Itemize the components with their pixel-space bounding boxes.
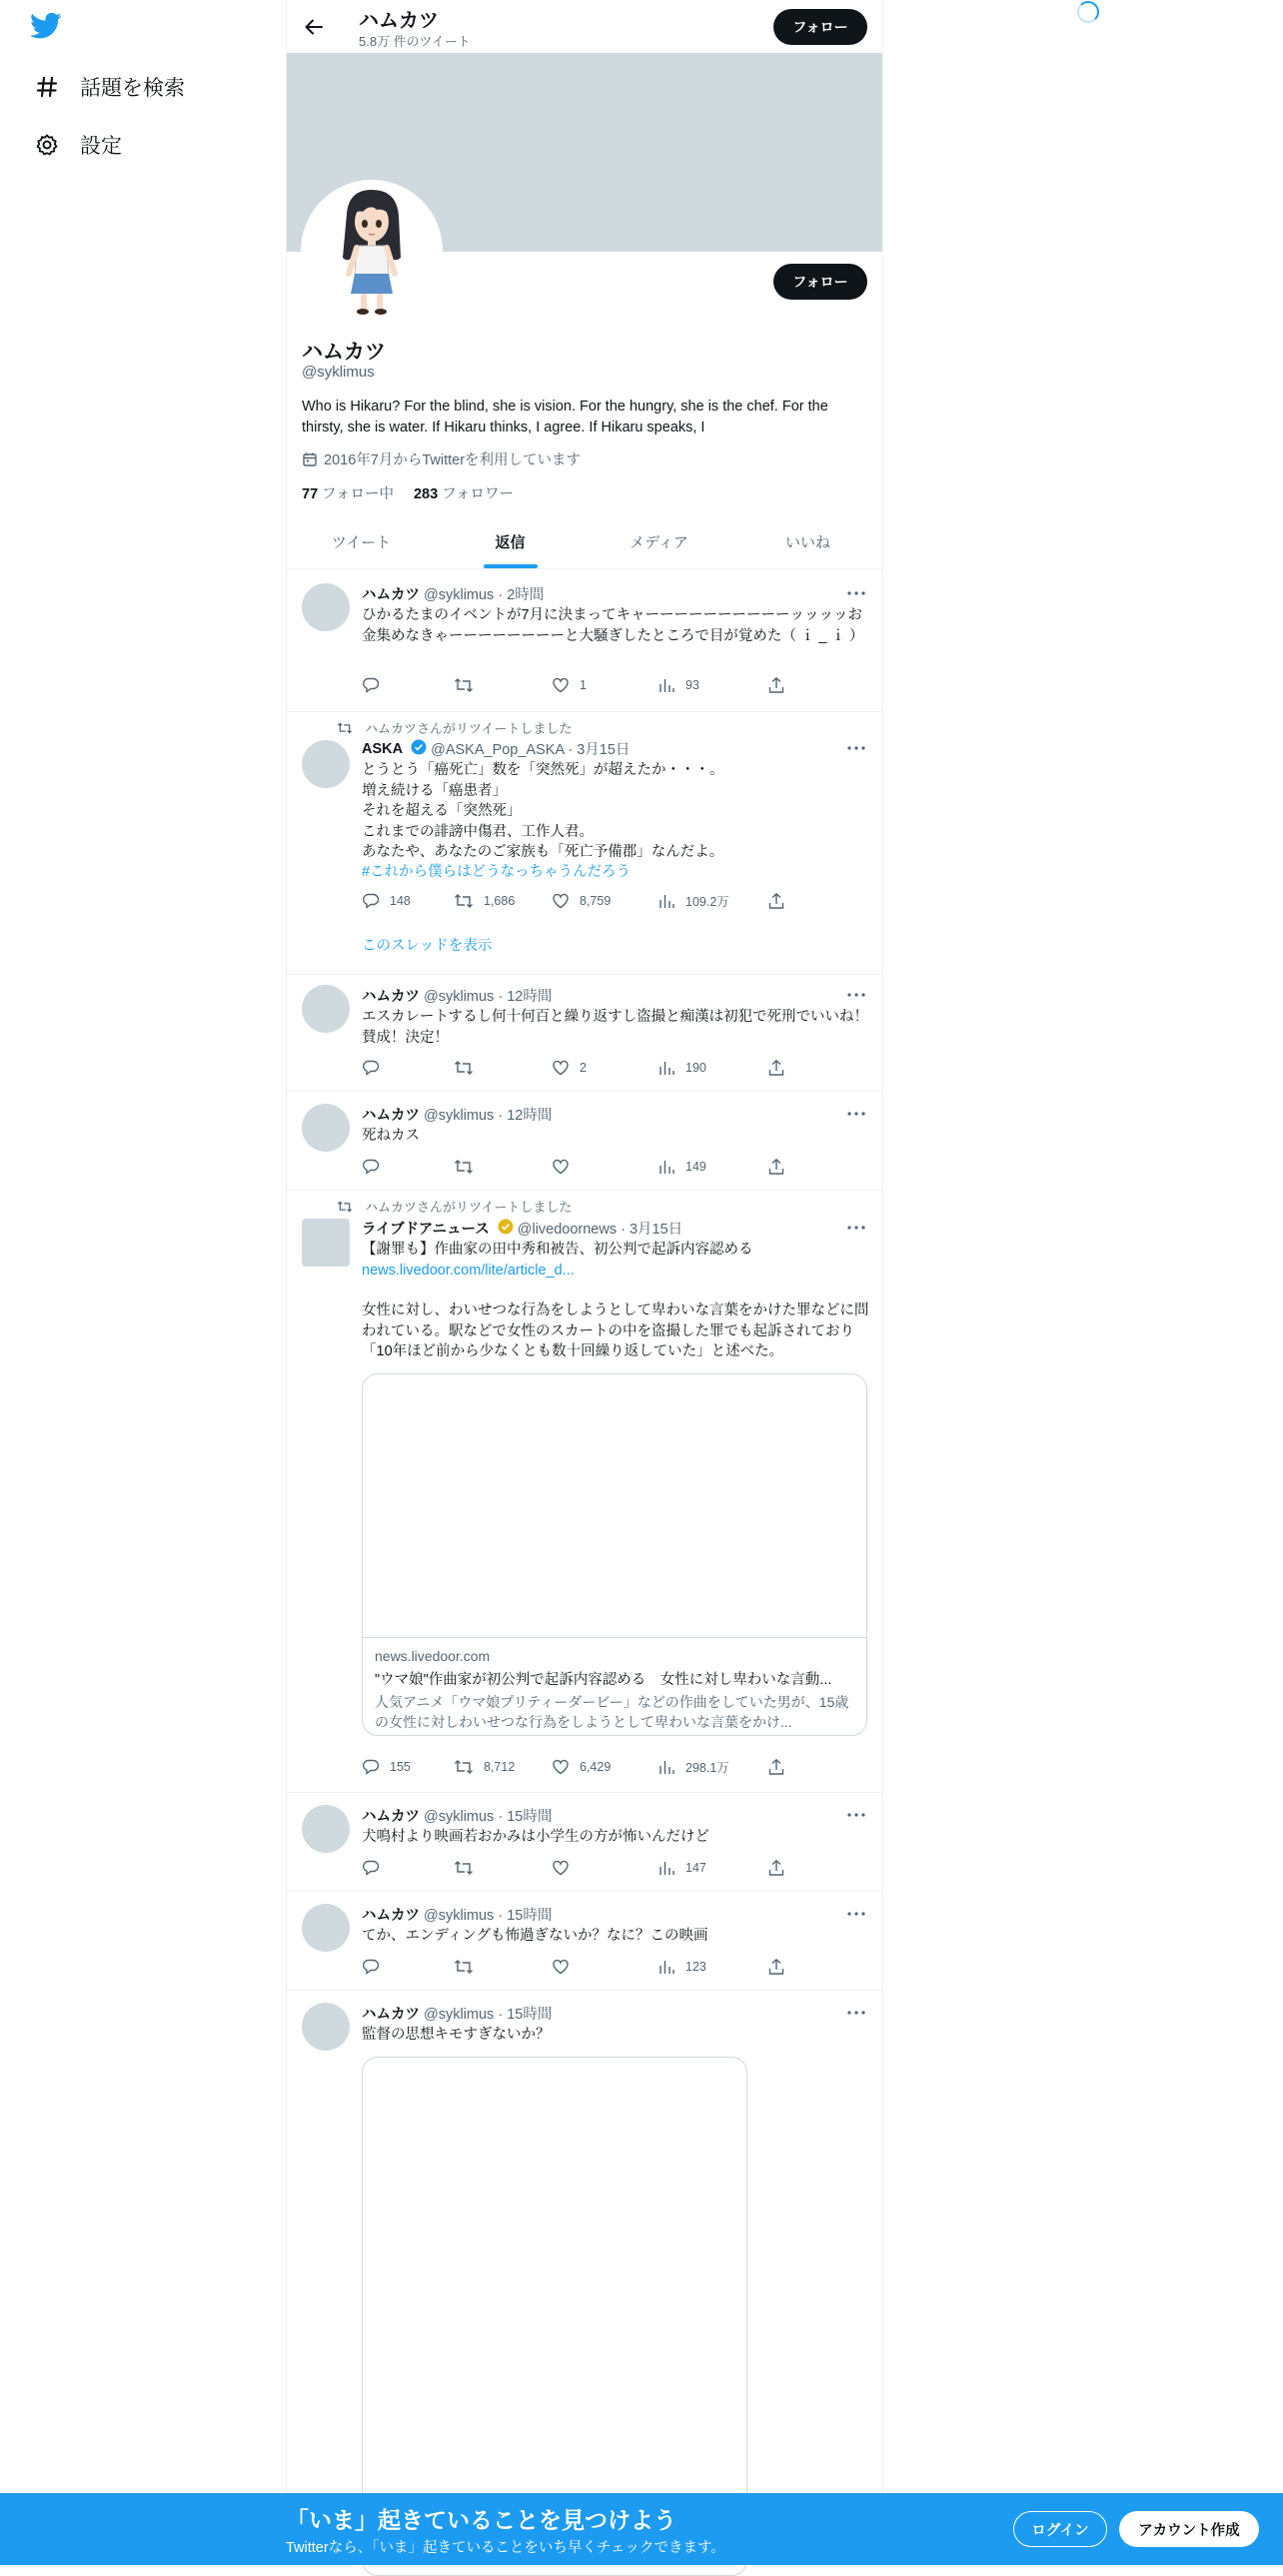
avatar[interactable] bbox=[302, 2003, 350, 2051]
tweet-actions bbox=[362, 1859, 801, 1879]
reply-icon bbox=[362, 676, 380, 694]
more-options-icon[interactable] bbox=[845, 987, 867, 1003]
verified-badge-icon bbox=[411, 739, 427, 759]
retweet-label bbox=[337, 1197, 572, 1216]
following-link[interactable] bbox=[302, 482, 394, 503]
tweet-author-name[interactable]: ライブドアニュース bbox=[362, 1222, 490, 1238]
retweet-button[interactable] bbox=[454, 1059, 484, 1077]
like-button[interactable] bbox=[552, 1059, 587, 1077]
like-count: 1 bbox=[580, 678, 587, 692]
profile-joined-text: 2016年7月からTwitterを利用しています bbox=[324, 452, 582, 468]
profile-bio: Who is Hikaru? For the blind, she is vision. For the hungry, she is the chef. For the thirsty, she is water. If Hikaru thinks, I agree. If Hikaru speaks, I bbox=[302, 399, 828, 435]
share-button[interactable] bbox=[767, 1859, 795, 1877]
more-options-icon[interactable] bbox=[845, 585, 867, 601]
tweet-header bbox=[362, 1904, 552, 1925]
link-card-domain: news.livedoor.com bbox=[375, 1648, 491, 1664]
retweet-button[interactable] bbox=[454, 1758, 515, 1776]
retweet-icon bbox=[454, 1958, 474, 1976]
followers-label: フォロワー bbox=[442, 486, 514, 502]
like-count: 6,429 bbox=[580, 1760, 612, 1774]
reply-icon bbox=[362, 1758, 380, 1776]
heart-icon bbox=[552, 1158, 570, 1176]
heart-icon bbox=[552, 1859, 570, 1877]
share-button[interactable] bbox=[767, 676, 795, 694]
views-count: 109.2万 bbox=[685, 895, 729, 909]
share-icon bbox=[767, 892, 785, 910]
tweet-actions bbox=[362, 1158, 801, 1178]
link-card[interactable] bbox=[362, 1373, 867, 1736]
header-follow-button[interactable]: フォロー bbox=[773, 9, 867, 45]
tweet[interactable] bbox=[287, 1991, 882, 2565]
more-options-icon[interactable] bbox=[845, 2005, 867, 2021]
following-count: 77 bbox=[302, 486, 319, 502]
views-button[interactable] bbox=[657, 1158, 706, 1176]
more-options-icon[interactable] bbox=[845, 1906, 867, 1922]
avatar[interactable] bbox=[302, 1219, 350, 1267]
views-button[interactable] bbox=[657, 892, 729, 910]
like-button[interactable] bbox=[552, 676, 587, 694]
article-link[interactable]: news.livedoor.com/lite/article_d... bbox=[362, 1263, 575, 1279]
reply-count: 148 bbox=[390, 894, 411, 908]
retweet-icon bbox=[337, 1200, 353, 1214]
share-button[interactable] bbox=[767, 1158, 795, 1176]
bottom-bar-title: 「いま」起きていることを見つけよう bbox=[286, 2507, 676, 2533]
reply-button[interactable] bbox=[362, 676, 390, 694]
share-button[interactable] bbox=[767, 1958, 795, 1976]
like-button[interactable] bbox=[552, 1859, 580, 1877]
profile-header-bar bbox=[287, 0, 882, 53]
retweet-count: 8,712 bbox=[484, 1760, 516, 1774]
tweet-author-name[interactable]: ハムカツ bbox=[362, 1908, 420, 1924]
retweet-label-text: ハムカツさんがリツイートしました bbox=[365, 721, 573, 736]
retweet-count: 1,686 bbox=[484, 894, 516, 908]
reply-icon bbox=[362, 1859, 380, 1877]
tweet-text-continued: 女性に対し、わいせつな行為をしようとして卑わいな言葉をかけた罪などに問われている。駅などで女性のスカートの中を盗撮した罪でも起訴されており「10年ほど前から少なくとも数十回繰り返していた」と述べた。 bbox=[362, 1302, 869, 1359]
retweet-icon bbox=[454, 1059, 474, 1077]
more-options-icon[interactable] bbox=[845, 1807, 867, 1823]
tweet-header bbox=[362, 738, 630, 759]
tweet-meta: @syklimus · 2時間 bbox=[424, 587, 545, 603]
profile-joined bbox=[302, 448, 581, 469]
tweet-meta: @syklimus · 15時間 bbox=[424, 2007, 553, 2023]
more-options-icon[interactable] bbox=[845, 1106, 867, 1122]
like-button[interactable] bbox=[552, 1958, 580, 1976]
left-navigation bbox=[0, 0, 286, 2565]
verified-gold-badge-icon bbox=[498, 1219, 514, 1239]
views-button[interactable] bbox=[657, 1758, 729, 1776]
heart-icon bbox=[552, 676, 570, 694]
share-button[interactable] bbox=[767, 892, 795, 910]
tweet-meta: @syklimus · 15時間 bbox=[424, 1908, 553, 1924]
reply-count: 155 bbox=[390, 1760, 411, 1774]
avatar[interactable] bbox=[302, 985, 350, 1033]
retweet-button[interactable] bbox=[454, 1158, 484, 1176]
tweet-actions bbox=[362, 892, 801, 912]
share-button[interactable] bbox=[767, 1059, 795, 1077]
avatar[interactable] bbox=[302, 740, 350, 788]
like-button[interactable] bbox=[552, 892, 611, 910]
followers-link[interactable] bbox=[414, 482, 514, 503]
calendar-icon bbox=[302, 451, 318, 467]
profile-follow-button[interactable]: フォロー bbox=[773, 264, 867, 300]
tab-media[interactable]: メディア bbox=[630, 534, 688, 551]
profile-handle: @syklimus bbox=[302, 364, 375, 381]
retweet-icon bbox=[454, 1758, 474, 1776]
tweet-author-name[interactable]: ハムカツ bbox=[362, 1809, 420, 1825]
tweet-header bbox=[362, 1104, 552, 1125]
tweet-header bbox=[362, 1218, 682, 1239]
reply-button[interactable] bbox=[362, 892, 411, 910]
views-count: 149 bbox=[685, 1160, 706, 1174]
tweet-actions bbox=[362, 676, 801, 696]
retweet-label-text: ハムカツさんがリツイートしました bbox=[365, 1200, 573, 1215]
bottom-bar-subtitle: Twitterなら、「いま」起きていることをいち早くチェックできます。 bbox=[286, 2540, 725, 2556]
tweet-text: 犬鳴村より映画若おかみは小学生の方が怖いんだけど bbox=[362, 1829, 709, 1845]
reply-button[interactable] bbox=[362, 1158, 390, 1176]
nav-explore-label: 話題を検索 bbox=[80, 77, 185, 100]
views-count: 190 bbox=[685, 1061, 706, 1075]
views-icon bbox=[657, 676, 675, 694]
header-title: ハムカツ bbox=[359, 10, 439, 32]
tweet-text: エスカレートするし何十何百と繰り返すし盗撮と痴漢は初犯で死刑でいいね！賛成！決定！ bbox=[362, 1009, 869, 1046]
tweet-author-name[interactable]: ハムカツ bbox=[362, 2007, 420, 2023]
reply-button[interactable] bbox=[362, 1758, 411, 1776]
tweet[interactable] bbox=[287, 1892, 882, 1991]
share-icon bbox=[767, 1958, 785, 1976]
tweet[interactable] bbox=[287, 1191, 882, 1793]
more-options-icon[interactable] bbox=[845, 740, 867, 756]
profile-follow-stats bbox=[302, 482, 514, 503]
reply-button[interactable] bbox=[362, 1859, 390, 1877]
retweet-icon bbox=[454, 676, 474, 694]
tweet-author-name[interactable]: ASKA bbox=[362, 740, 404, 757]
tweet-text: ひかるたまのイベントが7月に決まってキャーーーーーーーーーーッッッッお金集めなきゃーーーーーーーーと大騒ぎしたところで目が覚めた（ ｉ _ ｉ ） bbox=[362, 607, 864, 644]
tweet-author-name[interactable]: ハムカツ bbox=[362, 1108, 420, 1124]
gear-icon bbox=[34, 132, 60, 158]
tweet-meta: @ASKA_Pop_ASKA · 3月15日 bbox=[431, 742, 631, 758]
show-thread-link[interactable]: このスレッドを表示 bbox=[362, 938, 493, 954]
avatar[interactable] bbox=[302, 1904, 350, 1952]
heart-icon bbox=[552, 1059, 570, 1077]
signup-bottom-bar bbox=[0, 2493, 1283, 2565]
following-label: フォロー中 bbox=[322, 486, 394, 502]
tweet[interactable] bbox=[287, 975, 882, 1092]
like-count: 8,759 bbox=[580, 894, 612, 908]
views-button[interactable] bbox=[657, 676, 699, 694]
link-card-image bbox=[363, 1374, 866, 1638]
link-card-title: "ウマ娘"作曲家が初公判で起訴内容認める 女性に対し卑わいな言動... bbox=[375, 1672, 832, 1688]
tweet-author-name[interactable]: ハムカツ bbox=[362, 587, 420, 603]
tweet-meta: @syklimus · 15時間 bbox=[424, 1809, 553, 1825]
avatar[interactable] bbox=[302, 1104, 350, 1152]
heart-icon bbox=[552, 892, 570, 910]
tweet[interactable] bbox=[287, 712, 882, 975]
login-button[interactable]: ログイン bbox=[1013, 2511, 1107, 2547]
tab-replies[interactable]: 返信 bbox=[436, 515, 585, 568]
back-arrow-icon[interactable] bbox=[297, 10, 331, 44]
tweet-header bbox=[362, 1805, 552, 1826]
views-icon bbox=[657, 1059, 675, 1077]
retweet-button[interactable] bbox=[454, 1859, 484, 1877]
avatar[interactable] bbox=[302, 583, 350, 631]
retweet-button[interactable] bbox=[454, 892, 515, 910]
signup-button[interactable]: アカウント作成 bbox=[1119, 2511, 1259, 2547]
retweet-label bbox=[337, 718, 572, 737]
tweet-header bbox=[362, 985, 552, 1006]
reply-icon bbox=[362, 1958, 380, 1976]
nav-explore[interactable] bbox=[34, 67, 185, 107]
tab-likes[interactable]: いいね bbox=[784, 534, 830, 551]
tweet-author-name[interactable]: ハムカツ bbox=[362, 989, 420, 1005]
tweet-meta: @syklimus · 12時間 bbox=[424, 1108, 553, 1124]
reply-icon bbox=[362, 1158, 380, 1176]
heart-icon bbox=[552, 1758, 570, 1776]
share-icon bbox=[767, 1059, 785, 1077]
tweet-text: とうとう「癌死亡」数を「突然死」が超えたか・・・。 増え続ける「癌患者」 それを超える「突然死」 これまでの誹謗中傷君、工作人君。 あなたや、あなたのご家族も「死亡予備郡」なんだよ。 bbox=[362, 762, 724, 860]
main-column bbox=[286, 0, 883, 2565]
profile-avatar[interactable] bbox=[301, 180, 443, 322]
views-icon bbox=[657, 1158, 675, 1176]
reply-button[interactable] bbox=[362, 1059, 390, 1077]
views-button[interactable] bbox=[657, 1059, 706, 1077]
retweet-button[interactable] bbox=[454, 676, 484, 694]
reply-button[interactable] bbox=[362, 1958, 390, 1976]
tweet[interactable] bbox=[287, 1793, 882, 1892]
views-count: 123 bbox=[685, 1960, 706, 1974]
views-icon bbox=[657, 1859, 675, 1877]
tab-tweets[interactable]: ツイート bbox=[331, 534, 392, 551]
header-tweet-count: 5.8万 件のツイート bbox=[359, 34, 471, 49]
views-icon bbox=[657, 892, 675, 910]
tweet-text: 監督の思想キモすぎないか？ bbox=[362, 2027, 551, 2043]
tweet-text: 死ねカス bbox=[362, 1128, 420, 1144]
loading-spinner-icon bbox=[1077, 1, 1099, 23]
hashtag-icon bbox=[34, 74, 60, 100]
followers-count: 283 bbox=[413, 486, 439, 502]
reply-icon bbox=[362, 1059, 380, 1077]
more-options-icon[interactable] bbox=[845, 1220, 867, 1236]
nav-settings[interactable] bbox=[34, 125, 122, 165]
tweet-header bbox=[362, 583, 544, 604]
views-icon bbox=[657, 1758, 675, 1776]
profile-name: ハムカツ bbox=[302, 341, 386, 364]
hashtag-link[interactable]: #これから僕らはどうなっちゃうんだろう bbox=[362, 864, 632, 880]
tweet-meta: @livedoornews · 3月15日 bbox=[517, 1222, 683, 1238]
views-count: 298.1万 bbox=[685, 1761, 729, 1775]
tweet[interactable] bbox=[287, 1092, 882, 1191]
nav-settings-label: 設定 bbox=[80, 135, 122, 158]
tweet-text: 【謝罪も】作曲家の田中秀和被告、初公判で起訴内容認める bbox=[362, 1242, 753, 1258]
avatar[interactable] bbox=[302, 1805, 350, 1853]
like-button[interactable] bbox=[552, 1758, 611, 1776]
like-button[interactable] bbox=[552, 1158, 580, 1176]
tweet-actions bbox=[362, 1758, 801, 1778]
reply-icon bbox=[362, 892, 380, 910]
retweet-icon bbox=[454, 1859, 474, 1877]
profile-tabs bbox=[287, 515, 882, 569]
views-button[interactable] bbox=[657, 1859, 706, 1877]
retweet-icon bbox=[454, 892, 474, 910]
retweet-icon bbox=[454, 1158, 474, 1176]
tweet-actions bbox=[362, 1059, 801, 1079]
like-count: 2 bbox=[580, 1061, 587, 1075]
views-count: 93 bbox=[685, 678, 699, 692]
twitter-logo-icon[interactable] bbox=[30, 12, 66, 44]
views-count: 147 bbox=[685, 1861, 706, 1875]
tweet-meta: @syklimus · 12時間 bbox=[424, 989, 553, 1005]
share-icon bbox=[767, 676, 785, 694]
tweet[interactable] bbox=[287, 569, 882, 712]
tweet-text: てか、エンディングも怖過ぎないか？なに？この映画 bbox=[362, 1928, 708, 1944]
retweet-icon bbox=[337, 721, 353, 735]
share-button[interactable] bbox=[767, 1758, 795, 1776]
heart-icon bbox=[552, 1958, 570, 1976]
views-button[interactable] bbox=[657, 1958, 706, 1976]
tweet-actions bbox=[362, 1958, 801, 1978]
share-icon bbox=[767, 1158, 785, 1176]
views-icon bbox=[657, 1958, 675, 1976]
share-icon bbox=[767, 1758, 785, 1776]
tweet-header bbox=[362, 2003, 552, 2024]
retweet-button[interactable] bbox=[454, 1958, 484, 1976]
link-card-description: 人気アニメ「ウマ娘プリティーダービー」などの作曲をしていた男が、15歳の女性に対しわいせつな行為をしようとして卑わいな言葉をかけ... bbox=[375, 1694, 849, 1730]
share-icon bbox=[767, 1859, 785, 1877]
